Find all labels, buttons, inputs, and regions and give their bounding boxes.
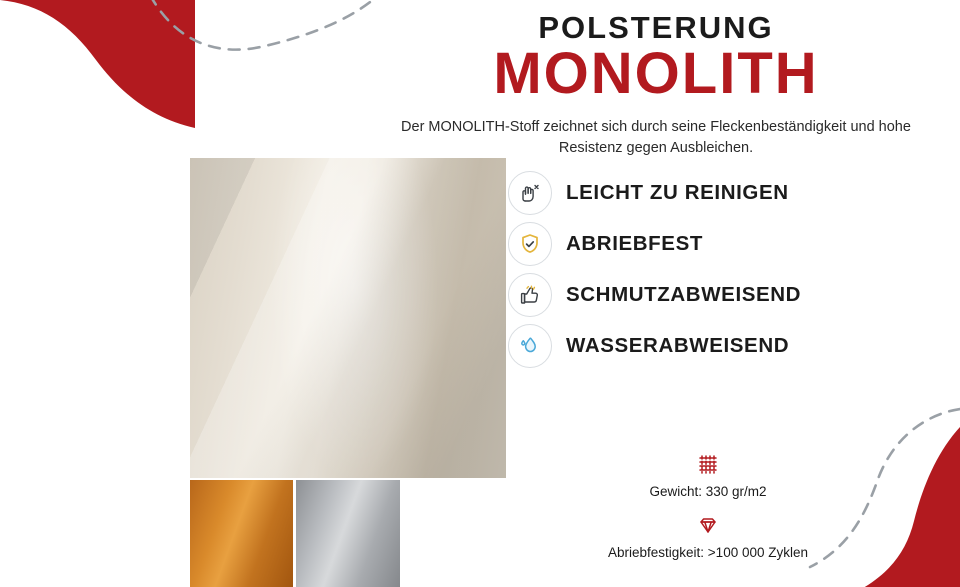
spec-item-abrasion <box>508 513 908 560</box>
diamond-icon <box>695 513 721 539</box>
thumbs-up-icon <box>508 273 552 317</box>
fabric-swatch-strip <box>190 480 506 587</box>
feature-item-abrasion-resistant <box>508 219 928 269</box>
feature-item-water-repellent <box>508 321 928 371</box>
decorative-corner-top-left <box>0 0 380 150</box>
hand-wash-icon <box>508 171 552 215</box>
shield-check-icon <box>508 222 552 266</box>
feature-label: ABRIEBFEST <box>566 232 703 255</box>
feature-label: LEICHT ZU REINIGEN <box>566 181 789 204</box>
page-eyebrow: POLSTERUNG <box>538 10 774 45</box>
spec-text: Abriebfestigkeit: >100 000 Zyklen <box>608 545 808 560</box>
feature-label: WASSERABWEISEND <box>566 334 790 357</box>
spec-item-weight <box>508 452 908 499</box>
water-drop-icon <box>508 324 552 368</box>
orange-fabric-swatch[interactable] <box>190 480 293 587</box>
header <box>366 10 946 160</box>
feature-list <box>508 168 928 372</box>
grey-fabric-swatch[interactable] <box>296 480 399 587</box>
spec-list <box>508 452 908 574</box>
monolith-fabric-photo <box>190 158 506 478</box>
page-title: MONOLITH <box>493 40 819 106</box>
feature-label: SCHMUTZABWEISEND <box>566 283 802 306</box>
page-subtitle: Der MONOLITH-Stoff zeichnet sich durch seine Fleckenbeständigkeit und hohe Resistenz gegen Ausbleichen. <box>401 118 911 157</box>
spec-text: Gewicht: 330 gr/m2 <box>649 484 767 499</box>
fabric-weave-icon <box>695 452 721 478</box>
feature-item-dirt-repellent <box>508 270 928 320</box>
green-fabric-swatch[interactable] <box>403 480 506 587</box>
feature-item-easy-clean <box>508 168 928 218</box>
